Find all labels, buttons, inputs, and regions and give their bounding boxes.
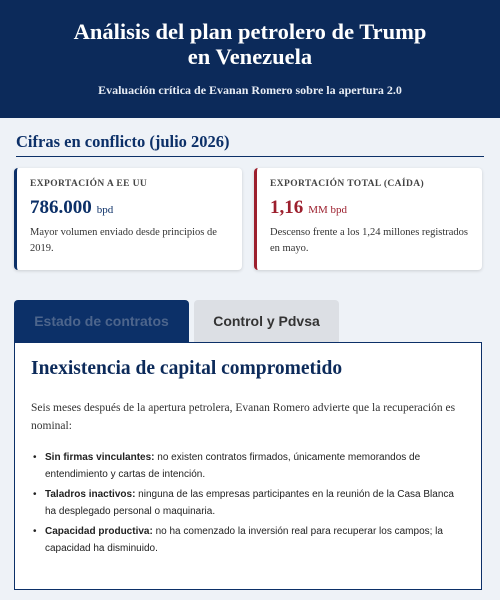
panel-intro: Seis meses después de la apertura petrolera, Evanan Romero advierte que la recuperación es nominal: (31, 402, 456, 432)
page-title-line-2: en Venezuela (187, 44, 313, 69)
panel-heading: Inexistencia de capital comprometido (31, 358, 343, 379)
stat-card-label: EXPORTACIÓN TOTAL (CAÍDA) (270, 179, 425, 189)
tab-panel-contract-status (14, 342, 482, 590)
stat-card-unit: bpd (96, 204, 114, 216)
stat-card-value-row (30, 197, 230, 219)
list-item-text: ninguna de las empresas participantes en la reunión de la Casa Blanca ha desplegado personal o maquinaria. (45, 489, 454, 517)
stat-card-value: 786.000 (30, 197, 92, 218)
tab-contract-status[interactable]: Estado de contratos (14, 300, 189, 342)
panel-bullet-list (31, 449, 465, 557)
stat-card-value: 1,16 (270, 197, 304, 218)
stat-card-exports-us (14, 168, 242, 270)
page-title-line-1: Análisis del plan petrolero de Trump (73, 19, 427, 44)
bullet-icon: • (33, 526, 37, 537)
bullet-icon: • (33, 452, 37, 463)
stat-card-label: EXPORTACIÓN A EE UU (30, 179, 148, 189)
tab-control-pdvsa[interactable]: Control y Pdvsa (194, 300, 339, 342)
page-header (0, 0, 500, 118)
bullet-icon: • (33, 489, 37, 500)
stat-card-value-row (270, 197, 470, 219)
list-item-term: Sin firmas vinculantes: (45, 452, 155, 463)
list-item-text: no ha comenzado la inversión real para recuperar los campos; la capacidad ha disminuido. (45, 526, 443, 554)
list-item (31, 486, 465, 520)
section-divider (16, 156, 484, 157)
stat-card-exports-total (254, 168, 482, 270)
list-item-text: no existen contratos firmados, únicamente memorandos de entendimiento y cartas de intención. (45, 452, 421, 480)
stat-card-description: Mayor volumen enviado desde principios de 2019. (30, 227, 217, 254)
stat-card-unit: MM bpd (308, 204, 348, 216)
figures-section-title: Cifras en conflicto (julio 2026) (16, 132, 230, 151)
page-subtitle: Evaluación crítica de Evanan Romero sobre la apertura 2.0 (98, 83, 402, 97)
list-item-term: Capacidad productiva: (45, 526, 153, 537)
page-title (0, 19, 500, 69)
list-item (31, 523, 465, 557)
list-item (31, 449, 465, 483)
stat-card-description: Descenso frente a los 1,24 millones registrados en mayo. (270, 227, 468, 254)
list-item-term: Taladros inactivos: (45, 489, 136, 500)
